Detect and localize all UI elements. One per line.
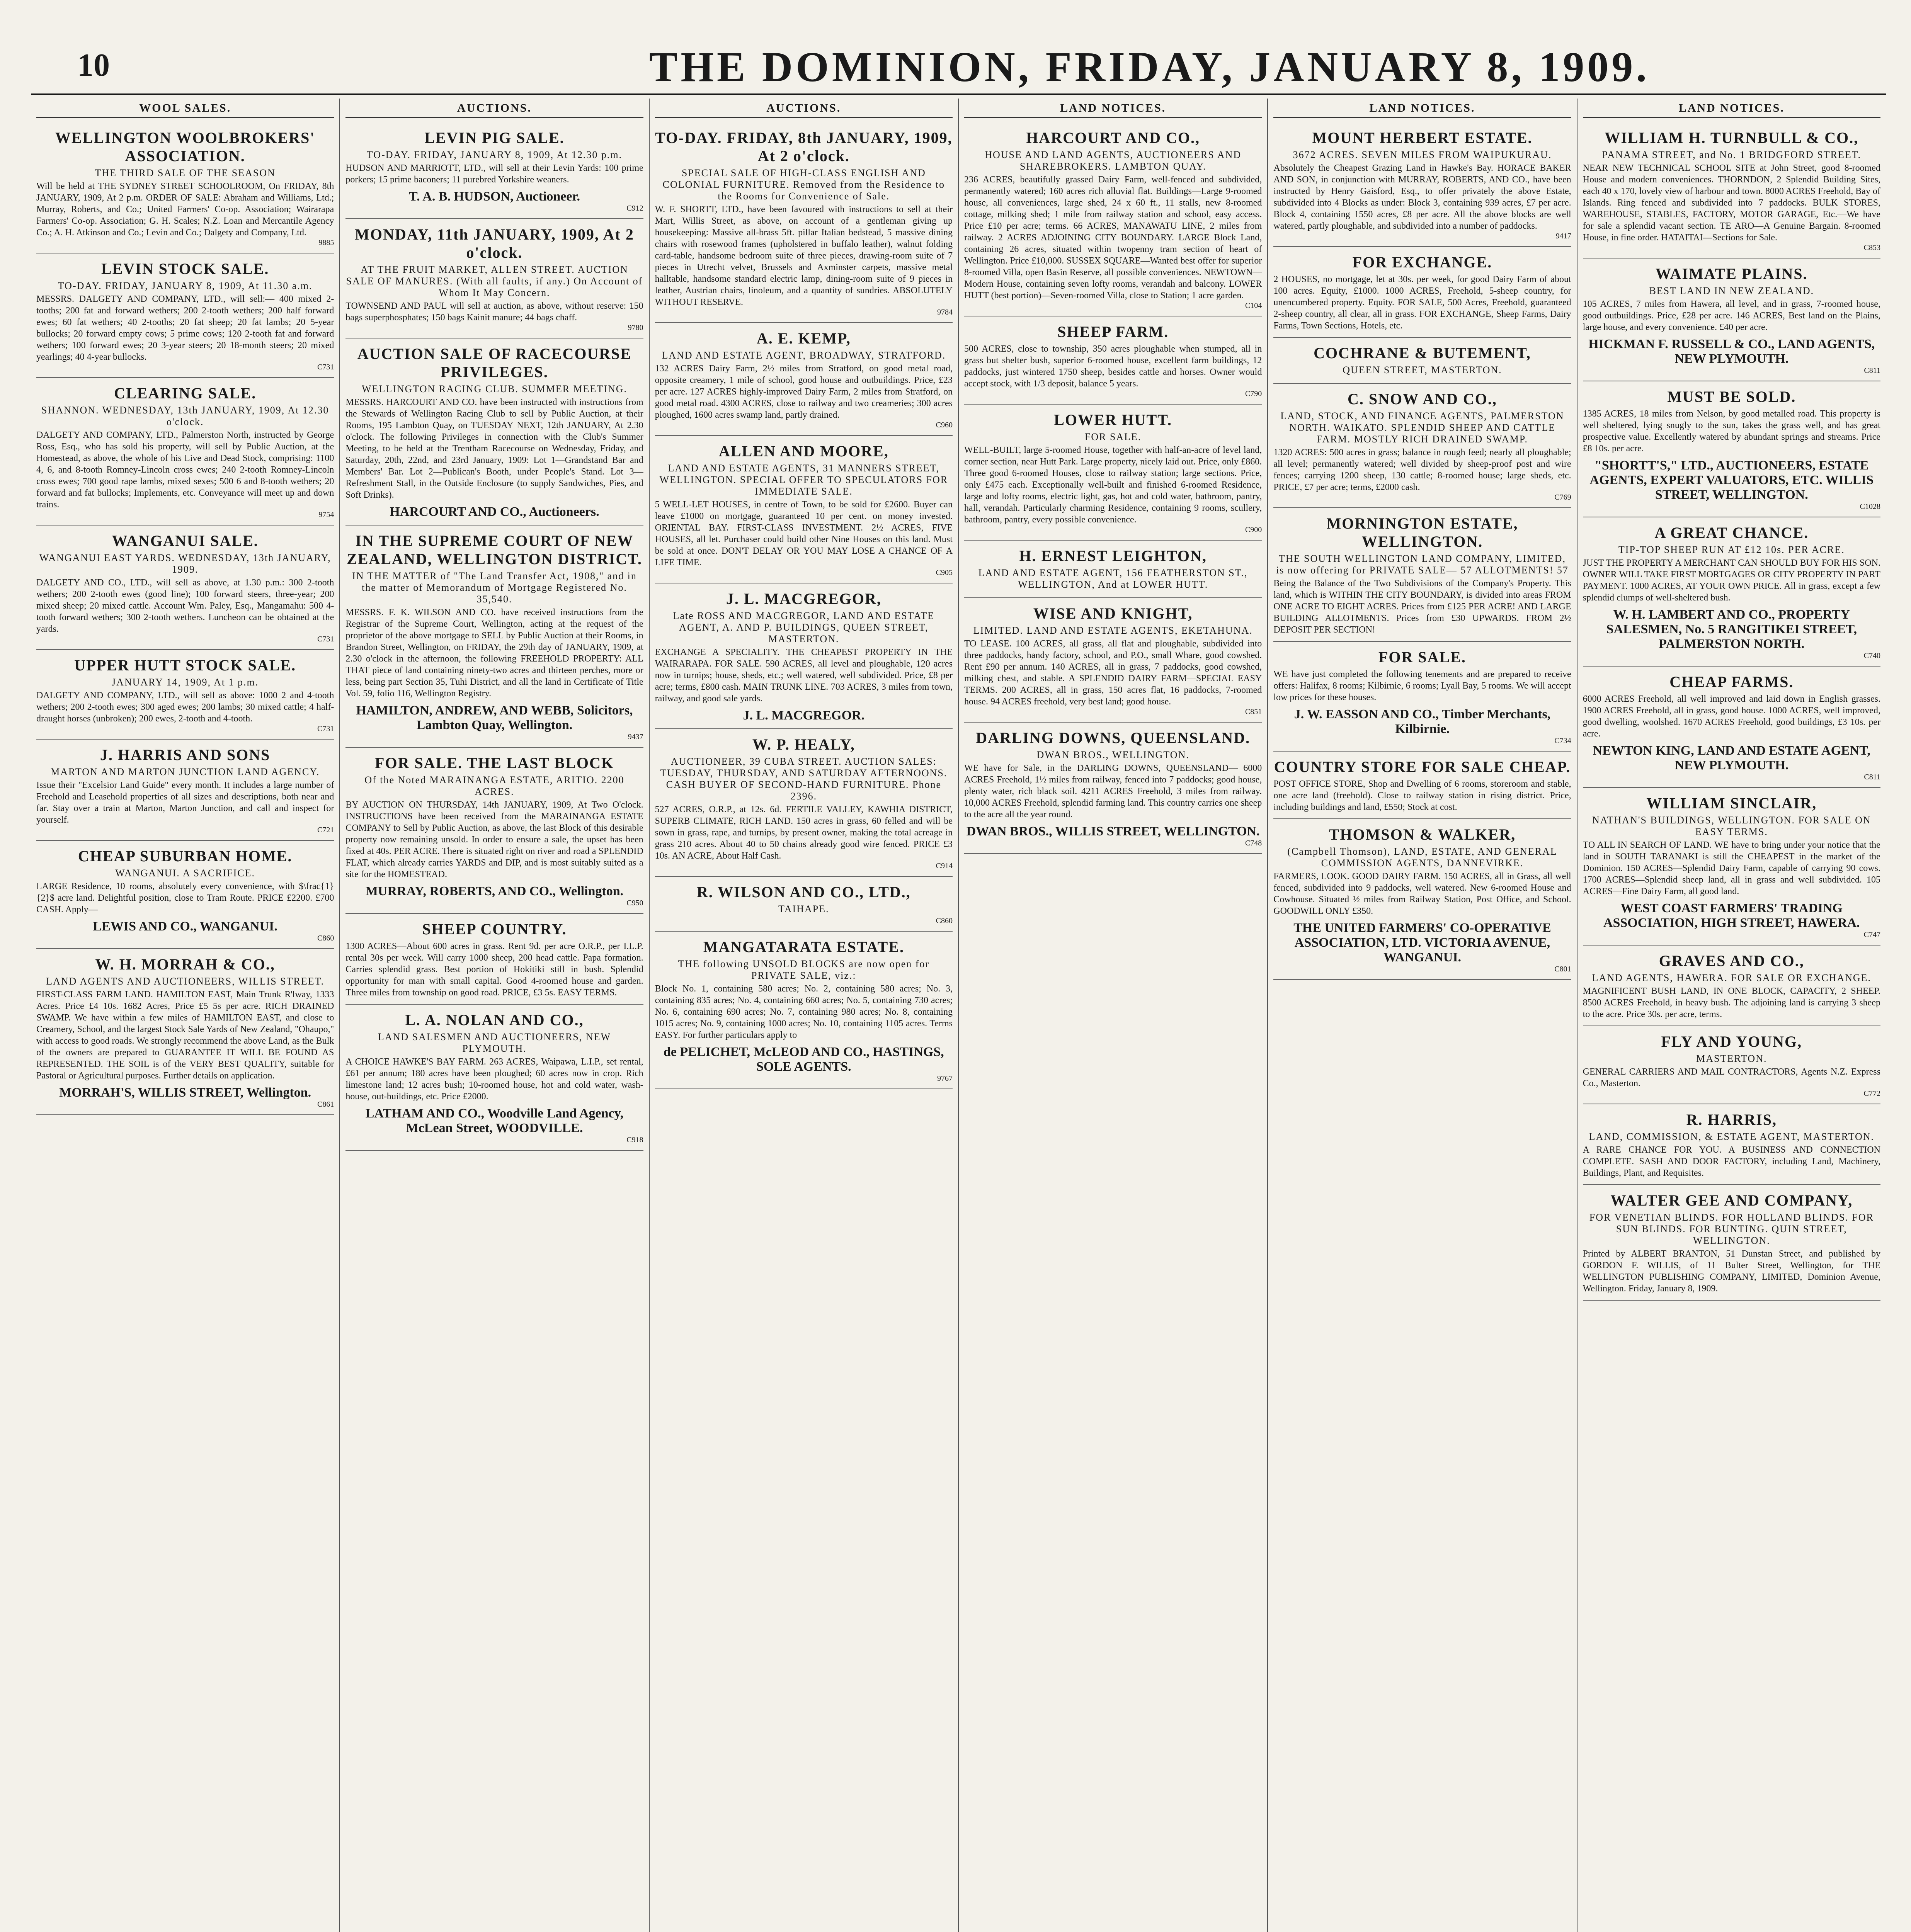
ad-title: AUCTION SALE OF RACECOURSE PRIVILEGES. (357, 345, 632, 381)
ad-title: MOUNT HERBERT ESTATE. (1312, 129, 1533, 146)
ad-body: 1300 ACRES—About 600 acres in grass. Rent 9d. per acre O.R.P., per I.L.P. rental 30s per week. Will carry 1000 sheep, 200 head cattle. Papa formation. Carries splendid grass. Best portion of Hokitiki still in bush. Splendid opportunity for man with small capital. Good 4-roomed house and garden. Three miles from township on good road. PRICE, £3 5s. EASY TERMS. (345, 941, 643, 998)
ad-body: DALGETY AND COMPANY, LTD., Palmerston North, instructed by George Ross, Esq., who has sold his property, will sell by Public Auction, at the Homestead, as above, the whole of his Live and Dead Stock, comprising: 1100 4, 6, and 8-tooth Romney-Lincoln cross ewes; 240 2-tooth Romney-Lincoln cross ewes; 700 good rape lambs, mixed sexes; 500 6 and 8-tooth wethers; 20 forward and fat bullocks; Implements, etc. Conveyance will meet up and down trains. (36, 430, 334, 510)
ad-body: 1320 ACRES: 500 acres in grass; balance in rough feed; nearly all ploughable; all level; permanently watered; well divided by sheep-proof post and wire fences; carrying 1200 sheep, 130 cattle; 8-roomed house; large sheds, etc. PRICE, £7 per acre; terms, £2000 cash. (1273, 447, 1571, 492)
ad-title: TO-DAY. FRIDAY, 8th JANUARY, 1909, At 2 o'clock. (655, 129, 953, 165)
ad-body: EXCHANGE A SPECIALITY. THE CHEAPEST PROPERTY IN THE WAIRARAPA. FOR SALE. 590 ACRES, all level and ploughable, 120 acres now in turnips; house, sheds, etc.; well watered, well subdivided. Price, £8 per acre; terms, £800 cash. MAIN TRUNK LINE. 703 ACRES, 3 miles from town, railway, and good sale yards. (655, 647, 953, 704)
ad-body: 500 ACRES, close to township, 350 acres ploughable when stumped, all in grass but shelter bush, superior 6-roomed house, excellent farm buildings, 12 paddocks, just wintered 1750 sheep, besides cattle and horses. Owner would accept stock, with 1/3 deposit, balance 5 years. (964, 344, 1262, 389)
advertisement (345, 1005, 643, 1151)
ad-subtitle: LAND AND ESTATE AGENTS, 31 MANNERS STREET, WELLINGTON. SPECIAL OFFER TO SPECULATORS FOR IMMEDIATE SALE. (659, 463, 948, 497)
ad-reference: 9437 (628, 733, 643, 741)
advertisement (655, 323, 953, 436)
ad-title: A GREAT CHANCE. (1654, 524, 1809, 541)
advertisement (964, 723, 1262, 854)
ad-subtitle: SHANNON. WEDNESDAY, 13th JANUARY, 1909, At 12.30 o'clock. (41, 405, 329, 427)
ad-subtitle: WELLINGTON RACING CLUB. SUMMER MEETING. (361, 383, 628, 395)
ad-body: MESSRS. DALGETY AND COMPANY, LTD., will sell:— 400 mixed 2-tooths; 200 fat and forward wethers; 200 2-tooth wethers; 200 half forward ewes; 60 fat wethers; 40 2-tooths; 20 fat sheep; 20 fat lambs; 20 5-year bullocks; 20 forward empty cows; 5 prime cows; 120 2-tooth fat and forward wethers; 100 forward ewes; 20 3-year steers; 20 18-month steers; 20 mixed yearlings; 40 4-year bullocks. (36, 294, 334, 362)
newspaper-title: THE DOMINION, FRIDAY, JANUARY 8, 1909. (649, 43, 1650, 90)
ad-agent: HICKMAN F. RUSSELL & CO., LAND AGENTS, NEW PLYMOUTH. (1588, 337, 1875, 366)
column-1 (31, 99, 339, 1932)
ad-subtitle: LAND SALESMEN AND AUCTIONEERS, NEW PLYMOUTH. (378, 1031, 611, 1054)
ad-title: FOR EXCHANGE. (1352, 253, 1492, 271)
ad-reference: C731 (317, 724, 334, 733)
advertisement (1583, 1026, 1880, 1104)
ad-subtitle: THE THIRD SALE OF THE SEASON (95, 167, 276, 179)
ad-subtitle: TAIHAPE. (778, 903, 829, 915)
ad-body: WE have for Sale, in the DARLING DOWNS, QUEENSLAND— 6000 ACRES Freehold, 1½ miles from railway, fenced into 7 paddocks; good house, plenty water, rich black soil. 4211 ACRES Freehold, 3 miles from railway. 10,000 ACRES Freehold, splendid farming land. This country carries one sheep to the acre all the year round. (964, 763, 1262, 820)
ad-reference: C860 (936, 917, 953, 925)
advertisement (964, 598, 1262, 723)
ad-subtitle: AT THE FRUIT MARKET, ALLEN STREET. AUCTION SALE OF MANURES. (With all faults, if any.) On Account of Whom It May Concern. (346, 264, 643, 298)
ad-subtitle: TO-DAY. FRIDAY, JANUARY 8, 1909, At 12.30 p.m. (366, 149, 623, 160)
advertisement (36, 650, 334, 740)
advertisement (1583, 1104, 1880, 1185)
ad-body: MESSRS. HARCOURT AND CO. have been instructed with instructions from the Stewards of Wellington Racing Club to sell by Public Auction, at their Rooms, 195 Lambton Quay, on TUESDAY NEXT, 12th JANUARY, At 2.30 o'clock. The following Privileges in connection with the Club's Summer Meeting, to be held at the Trentham Racecourse on Wednesday, Friday, and Saturday, 20th, 22nd, and 23rd January, 1909: Lot 1—Grandstand Bar and Members' Bar. Lot 2—Publican's Booth, under People's Stand. Lot 3—Refreshment Stall, in the Outside Enclosure (to supply Sandwiches, Pies, and Soft Drinks). (345, 397, 643, 500)
advertisement (345, 122, 643, 219)
advertisement (345, 338, 643, 526)
ad-reference: C851 (1245, 707, 1262, 716)
ad-title: W. P. HEALY, (752, 736, 855, 753)
ad-body: HUDSON AND MARRIOTT, LTD., will sell at their Levin Yards: 100 prime porkers; 15 prime baconers; 11 purebred Yorkshire weaners. (345, 163, 643, 185)
ad-title: CHEAP FARMS. (1669, 673, 1794, 690)
ad-agent: J. W. EASSON AND CO., Timber Merchants, Kilbirnie. (1294, 707, 1551, 736)
advertisement (1273, 508, 1571, 642)
ad-body: NEAR NEW TECHNICAL SCHOOL SITE at John Street, good 8-roomed House and modern conveniences. THORNDON, 2 Splendid Building Sites, each 40 x 170, lovely view of harbour and town. 8000 ACRES Freehold, Bay of Islands. Ring fenced and subdivided into 7 paddocks. BULK STORES, WAREHOUSE, STABLES, FACTORY, MOTOR GARAGE, Etc.—We have for sale a splendid vacant section. TE ARO—A Genuine Bargain. 8-roomed House, in fine order. HATAITAI—Sections for Sale. (1583, 163, 1880, 243)
ad-reference: C900 (1245, 526, 1262, 534)
ad-body: Will be held at THE SYDNEY STREET SCHOOLROOM, On FRIDAY, 8th JANUARY, 1909, At 2 p.m. ORDER OF SALE: Abraham and Williams, Ltd.; Murray, Roberts, and Co.; United Farmers' Co-op. Association; Wairarapa Farmers' Co-op. Association; G. H. Scales; N.Z. Loan and Mercantile Agency Co.; A. H. Atkinson and Co.; Levin and Co.; Dalgety and Company, Ltd. (36, 181, 334, 238)
ad-reference: 9754 (318, 510, 334, 519)
column-heading: WOOL SALES. (36, 102, 334, 118)
ad-body: MAGNIFICENT BUSH LAND, IN ONE BLOCK, CAPACITY, 2 SHEEP. 8500 ACRES Freehold, in heavy bush. The adjoining land is carrying 3 sheep to the acre. Price 30s. per acre, terms. (1583, 986, 1880, 1019)
ad-title: WALTER GEE AND COMPANY, (1610, 1192, 1853, 1209)
ad-title: UPPER HUTT STOCK SALE. (74, 656, 296, 674)
ad-title: ALLEN AND MOORE, (718, 442, 889, 460)
advertisement (36, 122, 334, 253)
ad-title: MORNINGTON ESTATE, WELLINGTON. (1326, 515, 1518, 550)
ad-body: DALGETY AND CO., LTD., will sell as above, at 1.30 p.m.: 300 2-tooth wethers; 200 2-tooth ewes (good line); 100 forward steers, three-year; 200 mixed sheep; 20 mixed cattle. Account Wm. Paley, Esq., Mangamahu: 500 4-tooth forward wethers; 300 2-tooth wethers. Luncheon can be obtained at the yards. (36, 578, 334, 634)
advertisement (1583, 946, 1880, 1026)
ad-body: FIRST-CLASS FARM LAND. HAMILTON EAST, Main Trunk R'lway, 1333 Acres. Price £4 10s. 1682 Acres, Price £5 5s per acre. RICH DRAINED SWAMP. We have within a few miles of HAMILTON EAST, and close to Creamery, School, and the largest Stock Sale Yards of New Zealand, "Ohaupo," with access to good roads. We strongly recommend the above Land, as the Bulk of the owners are prepared to GUARANTEE IT WILL BE FOUND AS REPRESENTED. THE SOIL is of the VERY BEST QUALITY, suitable for Pastoral or Agricultural purposes. Further details on application. (36, 990, 334, 1081)
ad-subtitle: FOR SALE. (1084, 431, 1142, 442)
advertisement (36, 740, 334, 841)
ad-reference: C950 (626, 899, 643, 907)
advertisement (1583, 381, 1880, 517)
advertisement (655, 877, 953, 932)
ad-agent: LATHAM AND CO., Woodville Land Agency, McLean Street, WOODVILLE. (365, 1106, 624, 1135)
ad-subtitle: NATHAN'S BUILDINGS, WELLINGTON. FOR SALE ON EASY TERMS. (1592, 815, 1871, 837)
ad-title: L. A. NOLAN AND CO., (405, 1011, 584, 1029)
ad-subtitle: Late ROSS AND MACGREGOR, LAND AND ESTATE AGENT, A. AND P. BUILDINGS, QUEEN STREET, MASTERTON. (673, 610, 935, 645)
ad-reference: C104 (1245, 301, 1262, 310)
ad-reference: 9767 (937, 1074, 953, 1083)
ad-agent: MORRAH'S, WILLIS STREET, Wellington. (59, 1085, 311, 1100)
ad-title: WISE AND KNIGHT, (1033, 605, 1193, 622)
ad-subtitle: (Campbell Thomson), LAND, ESTATE, AND GENERAL COMMISSION AGENTS, DANNEVIRKE. (1287, 846, 1557, 869)
ad-title: WAIMATE PLAINS. (1655, 265, 1808, 282)
ad-reference: C912 (626, 204, 643, 213)
advertisement (36, 378, 334, 526)
advertisement (655, 729, 953, 877)
column-heading: AUCTIONS. (655, 102, 953, 118)
ad-body: WE have just completed the following tenements and are prepared to receive offers: Halifax, 8 rooms; Kilbirnie, 6 rooms; Lyall Bay, 5 rooms. We will accept low prices for these houses. (1273, 669, 1571, 702)
ad-title: LEVIN PIG SALE. (424, 129, 565, 146)
ad-body: 5 WELL-LET HOUSES, in centre of Town, to be sold for £2600. Buyer can leave £1000 on mortgage, guaranteed 10 per cent. on money invested. ORIENTAL BAY. FIRST-CLASS INVESTMENT. 2½ ACRES, FIVE HOUSES, all let. Purchaser could build other Nine Houses on this land. Must be sold at once. DON'T DELAY OR YOU MAY LOSE A CHANCE OF A LIFE TIME. (655, 500, 953, 568)
ad-title: FOR SALE. THE LAST BLOCK (375, 754, 614, 772)
advertisement (655, 932, 953, 1089)
advertisement (1273, 338, 1571, 384)
ad-body: TOWNSEND AND PAUL will sell at auction, as above, without reserve: 150 bags superphosphates; 150 bags Kainit manure; 44 bags chaff. (345, 301, 643, 323)
advertisement (1273, 384, 1571, 508)
ad-agent: W. H. LAMBERT AND CO., PROPERTY SALESMEN, No. 5 RANGITIKEI STREET, PALMERSTON NORTH. (1606, 607, 1857, 651)
ad-reference: C918 (626, 1136, 643, 1144)
ad-body: JUST THE PROPERTY A MERCHANT CAN SHOULD BUY FOR HIS SON. OWNER WILL TAKE FIRST MORTGAGES OR CITY PROPERTY IN PART PAYMENT. 1000 ACRES, AT YOUR OWN PRICE. All in grass, except a few splendid clumps of well-sheltered bush. (1583, 558, 1880, 603)
advertisement (1273, 122, 1571, 247)
ad-title: GRAVES AND CO., (1659, 952, 1804, 969)
masthead (31, 35, 1886, 95)
advertisement (345, 526, 643, 748)
advertisement (345, 219, 643, 338)
column-6 (1577, 99, 1886, 1932)
ad-agent: de PELICHET, McLEOD AND CO., HASTINGS, SOLE AGENTS. (663, 1045, 944, 1074)
ad-title: WILLIAM H. TURNBULL & CO., (1605, 129, 1859, 146)
ad-title: WELLINGTON WOOLBROKERS' ASSOCIATION. (55, 129, 315, 165)
ad-subtitle: THE following UNSOLD BLOCKS are now open for PRIVATE SALE, viz.: (678, 958, 930, 981)
ad-title: H. ERNEST LEIGHTON, (1019, 547, 1207, 565)
ad-title: R. WILSON AND CO., LTD., (696, 883, 911, 901)
ad-title: IN THE SUPREME COURT OF NEW ZEALAND, WELLINGTON DISTRICT. (347, 532, 642, 568)
advertisement (36, 841, 334, 949)
ad-reference: C801 (1554, 965, 1571, 973)
column-heading: AUCTIONS. (345, 102, 643, 118)
ad-title: J. L. MACGREGOR, (726, 590, 881, 607)
ad-subtitle: SPECIAL SALE OF HIGH-CLASS ENGLISH AND COLONIAL FURNITURE. Removed from the Residence to the Rooms for Convenience of Sale. (662, 167, 945, 202)
ad-body: 105 ACRES, 7 miles from Hawera, all level, and in grass, 7-roomed house, good outbuildings. Price, £28 per acre. 146 ACRES, Best land on the Plains, large house, and every convenience. £40 per acre. (1583, 299, 1880, 332)
ad-subtitle: LIMITED. LAND AND ESTATE AGENTS, EKETAHUNA. (973, 625, 1253, 636)
ad-body: W. F. SHORTT, LTD., have been favoured with instructions to sell at their Mart, Willis Street, as above, on account of a gentleman giving up housekeeping: Massive all-brass 5ft. pillar Italian bedstead, 5 massive dining chairs with rosewood frames (upholstered in buffalo leather), walnut folding card-table, handsome bedroom suite of three pieces, drawing-room suite of 7 pieces in Utrecht velvet, Brussels and Axminster carpets, massive metal halltable, handsome standard electric lamp, dining-room suite of 9 pieces in leather, Austrian chairs, linoleum, and a quantity of sundries. ABSOLUTELY WITHOUT RESERVE. (655, 204, 953, 307)
ad-title: MONDAY, 11th JANUARY, 1909, At 2 o'clock. (355, 226, 634, 261)
columns-container (31, 99, 1886, 1932)
advertisement (655, 122, 953, 323)
ad-agent: THE UNITED FARMERS' CO-OPERATIVE ASSOCIATION, LTD. VICTORIA AVENUE, WANGANUI. (1293, 921, 1551, 964)
ad-title: CHEAP SUBURBAN HOME. (78, 847, 293, 865)
ad-reference: C914 (936, 862, 953, 870)
ad-body: TO LEASE. 100 ACRES, all grass, all flat and ploughable, subdivided into three paddocks, handy factory, school, and P.O., small Whare, good cowshed. Rent £90 per annum. 140 ACRES, all in grass, 7 paddocks, good cowshed, milking chest, and stable. A SPLENDID DAIRY FARM—SPECIAL EASY TERMS. 200 ACRES, all in grass, 150 acres flat, 16 paddocks, 7-roomed house. 94 ACRES freehold, very best land; good house. (964, 639, 1262, 707)
ad-title: LOWER HUTT. (1054, 411, 1172, 429)
ad-subtitle: LAND AGENTS, HAWERA. FOR SALE OR EXCHANGE. (1592, 972, 1872, 983)
ad-title: DARLING DOWNS, QUEENSLAND. (976, 729, 1251, 747)
ad-body: MESSRS. F. K. WILSON AND CO. have received instructions from the Registrar of the Supreme Court, Wellington, acting at the request of the proprietor of the above mortgage to SELL by Public Auction at their Rooms, in Brandon Street, Wellington, on FRIDAY, the 29th day of JANUARY, 1909, at 2.30 o'clock in the afternoon, the following FREEHOLD PROPERTY: ALL THAT piece of land containing ninety-two acres and thirteen perches, more or less, being part Section 35, Tuhi District, and all the land in Certificate of Title Vol. 59, folio 116, Wellington Registry. (345, 607, 643, 699)
ad-subtitle: LAND AND ESTATE AGENT, 156 FEATHERSTON ST., WELLINGTON, And at LOWER HUTT. (978, 567, 1248, 590)
page-number: 10 (77, 47, 110, 83)
ad-body: 2 HOUSES, no mortgage, let at 30s. per week, for good Dairy Farm of about 100 acres. Equity, £1000. 1000 ACRES, Freehold, 5-sheep country, for unencumbered property. Equity. FOR SALE, 500 Acres, Freehold, guaranteed 2-sheep country, all clear, all in grass. FOR EXCHANGE, Sheep Farms, Dairy Farms, Town Sections, Hotels, etc. (1273, 274, 1571, 331)
ad-reference: C731 (317, 363, 334, 371)
ad-body: Printed by ALBERT BRANTON, 51 Dunstan Street, and published by GORDON F. WILLIS, of 11 Bulter Street, Wellington, for THE WELLINGTON PUBLISHING COMPANY, LIMITED, Dominion Avenue, Wellington. Friday, January 8, 1909. (1583, 1249, 1880, 1294)
ad-body: Absolutely the Cheapest Grazing Land in Hawke's Bay. HORACE BAKER AND SON, in conjunction with MURRAY, ROBERTS, AND CO., have been instructed by Henry Gaisford, Esq., to offer privately the above Estate, subdivided into 4 Blocks as under: Block 3, containing 939 acres, £7 per acre. Block 4, containing 1550 acres, £8 per acre. All the above blocks are well watered, partly ploughable, and subdivided into a number of paddocks. (1273, 163, 1571, 231)
ad-subtitle: LAND AGENTS AND AUCTIONEERS, WILLIS STREET. (46, 976, 325, 987)
ad-title: W. H. MORRAH & CO., (95, 956, 275, 973)
ad-body: 527 ACRES, O.R.P., at 12s. 6d. FERTILE VALLEY, KAWHIA DISTRICT, SUPERB CLIMATE, RICH LAND. 150 acres in grass, 60 felled and will be sown in grass, rape, and turnips, by present owner, making the total acreage in grass 210 acres. About 40 to 50 chains already good wire fenced. PRICE £3 10s. AN ACRE, About Half Cash. (655, 804, 953, 861)
ad-title: WILLIAM SINCLAIR, (1646, 794, 1817, 812)
advertisement (964, 316, 1262, 405)
advertisement (1583, 517, 1880, 667)
ad-subtitle: IN THE MATTER of "The Land Transfer Act, 1908," and in the matter of Memorandum of Mortgage Registered No. 35,540. (352, 570, 637, 605)
column-2 (339, 99, 648, 1932)
advertisement (345, 914, 643, 1005)
ad-reference: C790 (1245, 389, 1262, 398)
ad-reference: C960 (936, 421, 953, 429)
ad-subtitle: AUCTIONEER, 39 CUBA STREET. AUCTION SALES: TUESDAY, THURSDAY, AND SATURDAY AFTERNOONS. CASH BUYER OF SECOND-HAND FURNITURE. Phone 2396. (660, 756, 948, 802)
ad-body: 132 ACRES Dairy Farm, 2½ miles from Stratford, on good metal road, opposite creamery, 1 mile of school, good house and outbuildings. Price, £23 per acre. 127 ACRES highly-improved Dairy Farm, 2 miles from Stratford, on good metal road. 4300 ACRES, close to railway and two creameries; 300 acres ploughed, 1600 acres swamp land, partly drained. (655, 364, 953, 420)
advertisement (964, 541, 1262, 598)
ad-subtitle: Of the Noted MARAINANGA ESTATE, ARITIO. 2200 ACRES. (364, 774, 625, 797)
ad-reference: C905 (936, 568, 953, 577)
advertisement (1273, 752, 1571, 819)
ad-reference: C740 (1863, 651, 1880, 660)
ad-reference: C731 (317, 635, 334, 643)
advertisement (1583, 122, 1880, 259)
ad-title: SHEEP FARM. (1057, 323, 1169, 340)
ad-reference: C734 (1554, 736, 1571, 745)
advertisement (655, 583, 953, 729)
ad-subtitle: WANGANUI. A SACRIFICE. (115, 867, 255, 879)
ad-body: BY AUCTION ON THURSDAY, 14th JANUARY, 1909, At Two O'clock. INSTRUCTIONS have been received from the MARAINANGA ESTATE COMPANY to Sell by Public Auction, as above, the last Block of this desirable property now remaining unsold. In order to ensure a sale, the upset has been fixed at 40s. PER ACRE. There is situated right on river and road a SPLENDID FLAT, which already carries YARDS and DIP, and is most suitably suited as a site for the HOMESTEAD. (345, 800, 643, 879)
advertisement (36, 253, 334, 378)
ad-subtitle: HOUSE AND LAND AGENTS, AUCTIONEERS AND SHAREBROKERS. LAMBTON QUAY. (985, 149, 1242, 172)
ad-reference: C861 (317, 1100, 334, 1109)
ad-reference: C748 (1245, 839, 1262, 847)
ad-subtitle: MASTERTON. (1696, 1053, 1767, 1064)
column-3 (649, 99, 958, 1932)
ad-subtitle: JANUARY 14, 1909, At 1 p.m. (112, 677, 259, 688)
ad-body: Block No. 1, containing 580 acres; No. 2, containing 580 acres; No. 3, containing 835 acres; No. 4, containing 660 acres; No. 5, containing 730 acres; No. 6, containing 690 acres; No. 7, containing 980 acres; No. 8, containing 1015 acres; No. 9, containing 1000 acres; No. 10, containing 1105 acres. Terms EASY. For further particulars apply to (655, 984, 953, 1040)
column-4 (958, 99, 1267, 1932)
ad-title: R. HARRIS, (1686, 1111, 1777, 1128)
ad-body: Being the Balance of the Two Subdivisions of the Company's Property. This land, which is WITHIN THE CITY BOUNDARY, is divided into areas FROM ONE ACRE TO EIGHT ACRES. Prices from £125 PER ACRE! AND LARGE BUILDING ALLOTMENTS. Prices from £30 UPWARDS. FROM 2½ DEPOSIT PER SECTION! (1273, 578, 1571, 635)
ad-body: 6000 ACRES Freehold, all well improved and laid down in English grasses. 1900 ACRES Freehold, all in grass, good house. 1000 ACRES, well improved, good dwelling, woolshed. 1670 ACRES Freehold, good buildings, £3 10s. per acre. (1583, 694, 1880, 739)
ad-title: A. E. KEMP, (756, 330, 851, 347)
ad-subtitle: LAND, COMMISSION, & ESTATE AGENT, MASTERTON. (1589, 1131, 1875, 1142)
ad-agent: WEST COAST FARMERS' TRADING ASSOCIATION, HIGH STREET, HAWERA. (1603, 901, 1860, 930)
ad-agent: J. L. MACGREGOR. (743, 708, 865, 723)
ad-subtitle: LAND, STOCK, AND FINANCE AGENTS, PALMERSTON NORTH. WAIKATO. SPLENDID SHEEP AND CATTLE FARM. MOSTLY RICH DRAINED SWAMP. (1280, 410, 1564, 445)
ad-reference: C853 (1863, 243, 1880, 252)
ad-title: MUST BE SOLD. (1667, 388, 1796, 405)
advertisement (1583, 788, 1880, 946)
ad-title: FLY AND YOUNG, (1661, 1033, 1802, 1050)
ad-title: WANGANUI SALE. (112, 532, 259, 549)
ad-body: LARGE Residence, 10 rooms, absolutely every convenience, with $\frac{1}{2}$ acre land. Delightful position, close to Tram Route. PRICE £2200. £700 CASH. Apply— (36, 881, 334, 915)
ad-subtitle: TIP-TOP SHEEP RUN AT £12 10s. PER ACRE. (1618, 544, 1845, 555)
ad-reference: C721 (317, 826, 334, 834)
column-heading: LAND NOTICES. (964, 102, 1262, 118)
ad-agent: HAMILTON, ANDREW, AND WEBB, Solicitors, Lambton Quay, Wellington. (356, 703, 633, 732)
ad-agent: "SHORTT'S," LTD., AUCTIONEERS, ESTATE AGENTS, EXPERT VALUATORS, ETC. WILLIS STREET, WELLINGTON. (1589, 458, 1874, 502)
ad-title: THOMSON & WALKER, (1329, 826, 1516, 843)
ad-subtitle: 3672 ACRES. SEVEN MILES FROM WAIPUKURAU. (1293, 149, 1552, 160)
advertisement (345, 748, 643, 914)
advertisement (964, 122, 1262, 316)
ad-reference: C1028 (1860, 502, 1880, 511)
ad-body: 236 ACRES, beautifully grassed Dairy Farm, well-fenced and subdivided, permanently watered; 160 acres rich alluvial flat. Buildings—Large 9-roomed house, all conveniences, large shed, 24 x 60 ft., 11 stalls, new 8-roomed cottage, milking shed; 1 mile from railway station and school, easy access. Price £10 per acre; terms. 66 ACRES, MANAWATU LINE, 2 miles from railway. 2 ACRES ADJOINING CITY BOUNDARY. LARGE Block Land, containing 26 acres, situated within twopenny tram section of heart of Wellington. Price £10,000. SUSSEX SQUARE—Wanted best offer for superior 8-roomed Villa, open Basin Reserve, all possible conveniences. NEWTOWN—Modern House, containing seven lofty rooms, verandah and balcony. LOWER HUTT (best portion)—Seven-roomed Villa, close to Station; 1 acre garden. (964, 175, 1262, 301)
ad-reference: C769 (1554, 493, 1571, 502)
ad-subtitle: TO-DAY. FRIDAY, JANUARY 8, 1909, At 11.30 a.m. (58, 280, 313, 291)
ad-body: WELL-BUILT, large 5-roomed House, together with half-an-acre of level land, corner section, near Hutt Park. Large property, nicely laid out. Price, only £860. Three good 6-roomed Houses, close to railway station; large sections. Price, only £475 each. Exceptionally well-built and finished 6-roomed Residence, large and lofty rooms, electric light, gas, hot and cold water, bathroom, pantry, hall, verandah. Particularly charming Residence, containing 9 rooms, scullery, bathroom, pantry, every possible convenience. (964, 445, 1262, 525)
advertisement (1583, 259, 1880, 381)
ad-reference: C811 (1864, 366, 1880, 375)
ad-agent: MURRAY, ROBERTS, AND CO., Wellington. (365, 884, 624, 898)
ad-reference: 9780 (628, 323, 643, 332)
ad-title: COUNTRY STORE FOR SALE CHEAP. (1274, 758, 1571, 776)
ad-agent: LEWIS AND CO., WANGANUI. (93, 919, 277, 934)
ad-agent: T. A. B. HUDSON, Auctioneer. (409, 189, 580, 204)
advertisement (1273, 642, 1571, 752)
ad-subtitle: THE SOUTH WELLINGTON LAND COMPANY, LIMITED, is now offering for PRIVATE SALE— 57 ALLOTMENTS! 57 (1276, 553, 1569, 576)
ad-agent: HARCOURT AND CO., Auctioneers. (390, 505, 599, 519)
advertisement (1273, 247, 1571, 338)
ad-title: COCHRANE & BUTEMENT, (1314, 344, 1531, 362)
ad-subtitle: FOR VENETIAN BLINDS. FOR HOLLAND BLINDS. FOR SUN BLINDS. FOR BUNTING. QUIN STREET, WELLINGTON. (1589, 1212, 1874, 1246)
ad-reference: C811 (1864, 773, 1880, 781)
ad-title: FOR SALE. (1378, 648, 1466, 666)
ad-body: A CHOICE HAWKE'S BAY FARM. 263 ACRES, Waipawa, L.I.P., set rental, £61 per annum; 180 acres have been ploughed; 60 acres now in crop. Rich limestone land; 12 acres bush; 10-roomed house, hot and cold water, wash-house, out-buildings, etc. Price £2000. (345, 1057, 643, 1102)
ad-subtitle: DWAN BROS., WELLINGTON. (1036, 749, 1189, 760)
ad-reference: 9417 (1555, 232, 1571, 240)
ad-body: TO ALL IN SEARCH OF LAND. WE have to bring under your notice that the land in SOUTH TARANAKI is still the CHEAPEST in the market of the Dominion. 150 ACRES—Splendid Dairy Farm, capable of carrying 90 cows. 1700 ACRES—Splendid sheep land, all in grass and well subdivided. 105 ACRES—Fine Dairy Farm, all good land. (1583, 840, 1880, 896)
column-5 (1267, 99, 1576, 1932)
ad-title: HARCOURT AND CO., (1026, 129, 1200, 146)
ad-reference: C860 (317, 934, 334, 942)
ad-reference: 9784 (937, 308, 953, 316)
ad-subtitle: BEST LAND IN NEW ZEALAND. (1649, 285, 1814, 296)
ad-body: GENERAL CARRIERS AND MAIL CONTRACTORS, Agents N.Z. Express Co., Masterton. (1583, 1067, 1880, 1088)
column-heading: LAND NOTICES. (1583, 102, 1880, 118)
ad-title: MANGATARATA ESTATE. (703, 938, 904, 956)
ad-title: J. HARRIS AND SONS (100, 746, 271, 764)
ad-title: C. SNOW AND CO., (1348, 390, 1497, 408)
ad-title: LEVIN STOCK SALE. (101, 260, 269, 277)
ad-agent: DWAN BROS., WILLIS STREET, WELLINGTON. (966, 824, 1260, 838)
ad-body: Issue their "Excelsior Land Guide" every month. It includes a large number of Freehold and Leasehold properties of all sizes and descriptions, both near and far. Stay over a train at Marton, Marton Junction, and call and inspect for yourself. (36, 780, 334, 825)
ad-reference: C772 (1863, 1089, 1880, 1098)
ad-body: A RARE CHANCE FOR YOU. A BUSINESS AND CONNECTION COMPLETE. SASH AND DOOR FACTORY, including Land, Machinery, Buildings, Plant, and Requisites. (1583, 1145, 1880, 1178)
ad-body: POST OFFICE STORE, Shop and Dwelling of 6 rooms, storeroom and stable, one acre land (freehold). Close to railway station in rising district. Price, including buildings and land, £550; Stock at cost. (1273, 779, 1571, 812)
ad-title: SHEEP COUNTRY. (422, 920, 567, 938)
ad-subtitle: WANGANUI EAST YARDS. WEDNESDAY, 13th JANUARY, 1909. (39, 552, 331, 575)
advertisement (655, 436, 953, 583)
ad-reference: 9885 (318, 238, 334, 247)
ad-body: DALGETY AND COMPANY, LTD., will sell as above: 1000 2 and 4-tooth wethers; 200 2-tooth ewes; 300 aged ewes; 200 lambs; 30 mixed cattle; 4 half-draught horses (unbroken); 200 ewes, 2-tooth and 4-tooth. (36, 690, 334, 724)
ad-subtitle: MARTON AND MARTON JUNCTION LAND AGENCY. (51, 766, 320, 777)
column-heading: LAND NOTICES. (1273, 102, 1571, 118)
ad-subtitle: LAND AND ESTATE AGENT, BROADWAY, STRATFORD. (662, 350, 946, 361)
advertisement (1273, 819, 1571, 980)
ad-agent: NEWTON KING, LAND AND ESTATE AGENT, NEW PLYMOUTH. (1593, 743, 1870, 772)
advertisement (36, 526, 334, 650)
ad-subtitle: QUEEN STREET, MASTERTON. (1343, 364, 1502, 376)
advertisement (1583, 1185, 1880, 1301)
advertisement (964, 405, 1262, 541)
ad-body: FARMERS, LOOK. GOOD DAIRY FARM. 150 ACRES, all in Grass, all well fenced, subdivided into 9 paddocks, well watered. New 6-roomed House and Cowhouse. Situated ½ miles from Railway Station, Post Office, and School. GOODWILL ONLY £350. (1273, 871, 1571, 916)
ad-reference: C747 (1863, 930, 1880, 939)
advertisement (1583, 667, 1880, 788)
advertisement (36, 949, 334, 1115)
ad-subtitle: PANAMA STREET, and No. 1 BRIDGFORD STREET. (1602, 149, 1862, 160)
ad-body: 1385 ACRES, 18 miles from Nelson, by good metalled road. This property is well sheltered, lying snugly to the sun, takes the grass well, and has great prospective value. Excellently watered by abundant springs and streams. Price £8 10s. per acre. (1583, 409, 1880, 454)
ad-title: CLEARING SALE. (114, 384, 257, 402)
